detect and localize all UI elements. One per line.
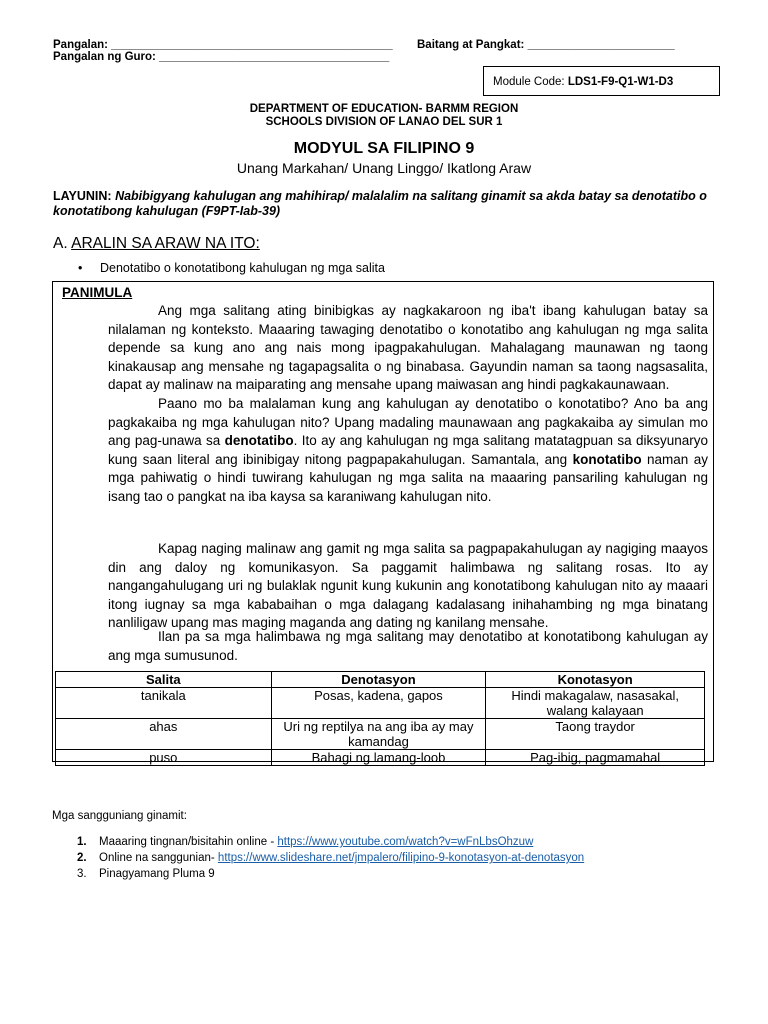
reference-item (77, 866, 584, 882)
grade-section-label: Baitang at Pangkat: (417, 39, 525, 51)
references-title: Mga sangguniang ginamit: (52, 810, 187, 822)
table-cell: ahas (56, 719, 272, 750)
department-line-2: SCHOOLS DIVISION OF LANAO DEL SUR 1 (265, 116, 503, 128)
table-cell: Bahagi ng lamang-loob (271, 750, 486, 766)
reference-text: Maaaring tingnan/bisitahin online - (99, 836, 278, 848)
section-a-prefix: A. (53, 235, 68, 252)
paragraph-2-part-e: naman ay mga pahiwatig o hindi tuwirang kahulugan ng mga salita na maaaring pansariling kahulugan ng isang tao o pangkat na iba kaysa sa karaniwang kahulugan nito. (108, 451, 708, 504)
reference-item (77, 834, 584, 850)
grade-section-field (417, 39, 675, 51)
table-cell: tanikala (56, 688, 272, 719)
reference-text: Online na sanggunian- (99, 852, 218, 864)
references-list (77, 834, 584, 882)
section-a-title: ARALIN SA ARAW NA ITO: (71, 235, 260, 252)
teacher-name-label: Pangalan ng Guro: (53, 51, 156, 63)
table-cell: Hindi makagalaw, nasasakal, walang kalayaan (486, 688, 705, 719)
table-row (56, 750, 705, 766)
table-cell: Pag-ibig, pagmamahal (486, 750, 705, 766)
term-konotatibo: konotatibo (572, 451, 642, 467)
table-cell: Taong traydor (486, 719, 705, 750)
module-subtitle: Unang Markahan/ Unang Linggo/ Ikatlong Araw (236, 160, 532, 176)
column-header-salita: Salita (56, 672, 272, 688)
objective-text: Nabibigyang kahulugan ang mahihirap/ malalalim na salitang ginamit sa akda batay sa denotatibo o konotatibong kahulugan (F9PT-Iab-39) (53, 189, 707, 218)
table-row (56, 688, 705, 719)
table-header-row (56, 672, 705, 688)
panimula-heading: PANIMULA (62, 285, 133, 300)
teacher-name-field (53, 51, 389, 63)
teacher-name-line: ____________________________________ (159, 51, 390, 63)
section-a-heading (53, 235, 260, 253)
objective-label: LAYUNIN: (53, 189, 112, 203)
module-code-value: LDS1-F9-Q1-W1-D3 (567, 76, 674, 88)
student-name-label: Pangalan: (53, 39, 108, 51)
reference-number: 2. (77, 852, 87, 864)
paragraph-2-part-c: . Ito ay ang kahulugan ng mga salitang matatagpuan sa diksyunaryo kung saan literal ang ibinibigay nitong pagpapakahulugan. Samantala, ang (108, 433, 708, 467)
module-code-label: Module Code: (493, 76, 565, 88)
table-cell: puso (56, 750, 272, 766)
word-meaning-table (55, 671, 705, 766)
reference-link-slideshare[interactable]: https://www.slideshare.net/jmpalero/filipino-9-konotasyon-at-denotasyon (217, 852, 585, 864)
paragraph-2-part-a: Paano mo ba malalaman kung ang kahulugan ay denotatibo o konotatibo? Ano ba ang pagkakaiba ng mga kahulugan nito? Upang madaling maunawaan ang pagkakaiba ay simulan mo ang pag-unawa sa (108, 396, 708, 448)
bullet-symbol: • (78, 261, 83, 275)
table-cell: Uri ng reptilya na ang iba ay may kamandag (271, 719, 486, 750)
grade-section-line: _______________________ (527, 39, 675, 51)
student-name-field (53, 39, 393, 51)
module-code-box (483, 66, 720, 96)
reference-number: 1. (77, 836, 87, 848)
table-cell: Posas, kadena, gapos (271, 688, 486, 719)
department-line-1: DEPARTMENT OF EDUCATION- BARMM REGION (249, 103, 519, 115)
module-title: MODYUL SA FILIPINO 9 (293, 140, 475, 157)
reference-text: Pinagyamang Pluma 9 (99, 868, 215, 880)
term-denotatibo: denotatibo (224, 433, 294, 448)
reference-link-youtube[interactable]: https://www.youtube.com/watch?v=wFnLbsOhzuw (277, 836, 534, 848)
paragraph-1: Ang mga salitang ating binibigkas ay nagkakaroon ng iba't ibang kahulugan batay sa nilalaman ng konteksto. Maaaring tawaging denotatibo o konotatibo ang kahulugan ng mga salita depende sa kung ano ang nais mong ipagpakahulugan. Mahalagang maunawan ng taong kinakausap ang mensahe ng tagapagsalita o ng binabasa. Gayundin naman sa taong nagsasalita, dapat ay malinaw na maiparating ang mensahe upang maiwasan ang hindi pagkakaunawaan. (108, 303, 708, 392)
column-header-denotasyon: Denotasyon (271, 672, 486, 688)
student-name-line: ____________________________________________ (111, 39, 393, 51)
paragraph-2 (108, 395, 708, 506)
column-header-konotasyon: Konotasyon (486, 672, 705, 688)
paragraph-3: Kapag naging malinaw ang gamit ng mga salita sa pagpapakahulugan ay nagiging maayos din ang daloy ng komunikasyon. Sa paggamit halimbawa ng salitang rosas. Ito ay nangangahulugang uri ng bulaklak ngunit kung kukunin ang konotatibong kahulugan nito ay maaari itong iugnay sa mga kababaihan o mga dalagang kadalasang inihahambing ng mga binatang nanliligaw upang mas maging maganda ang dating ng kanilang mensahe. (108, 541, 708, 630)
section-a-bullet (78, 261, 385, 275)
reference-item (77, 850, 584, 866)
reference-number: 3. (77, 868, 87, 880)
bullet-text: Denotatibo o konotatibong kahulugan ng mga salita (100, 261, 385, 275)
department-heading (0, 103, 768, 129)
table-row (56, 719, 705, 750)
paragraph-4: Ilan pa sa mga halimbawa ng mga salitang may denotatibo at konotatibong kahulugan ay ang mga sumusunod. (108, 629, 708, 663)
objective (53, 189, 718, 219)
